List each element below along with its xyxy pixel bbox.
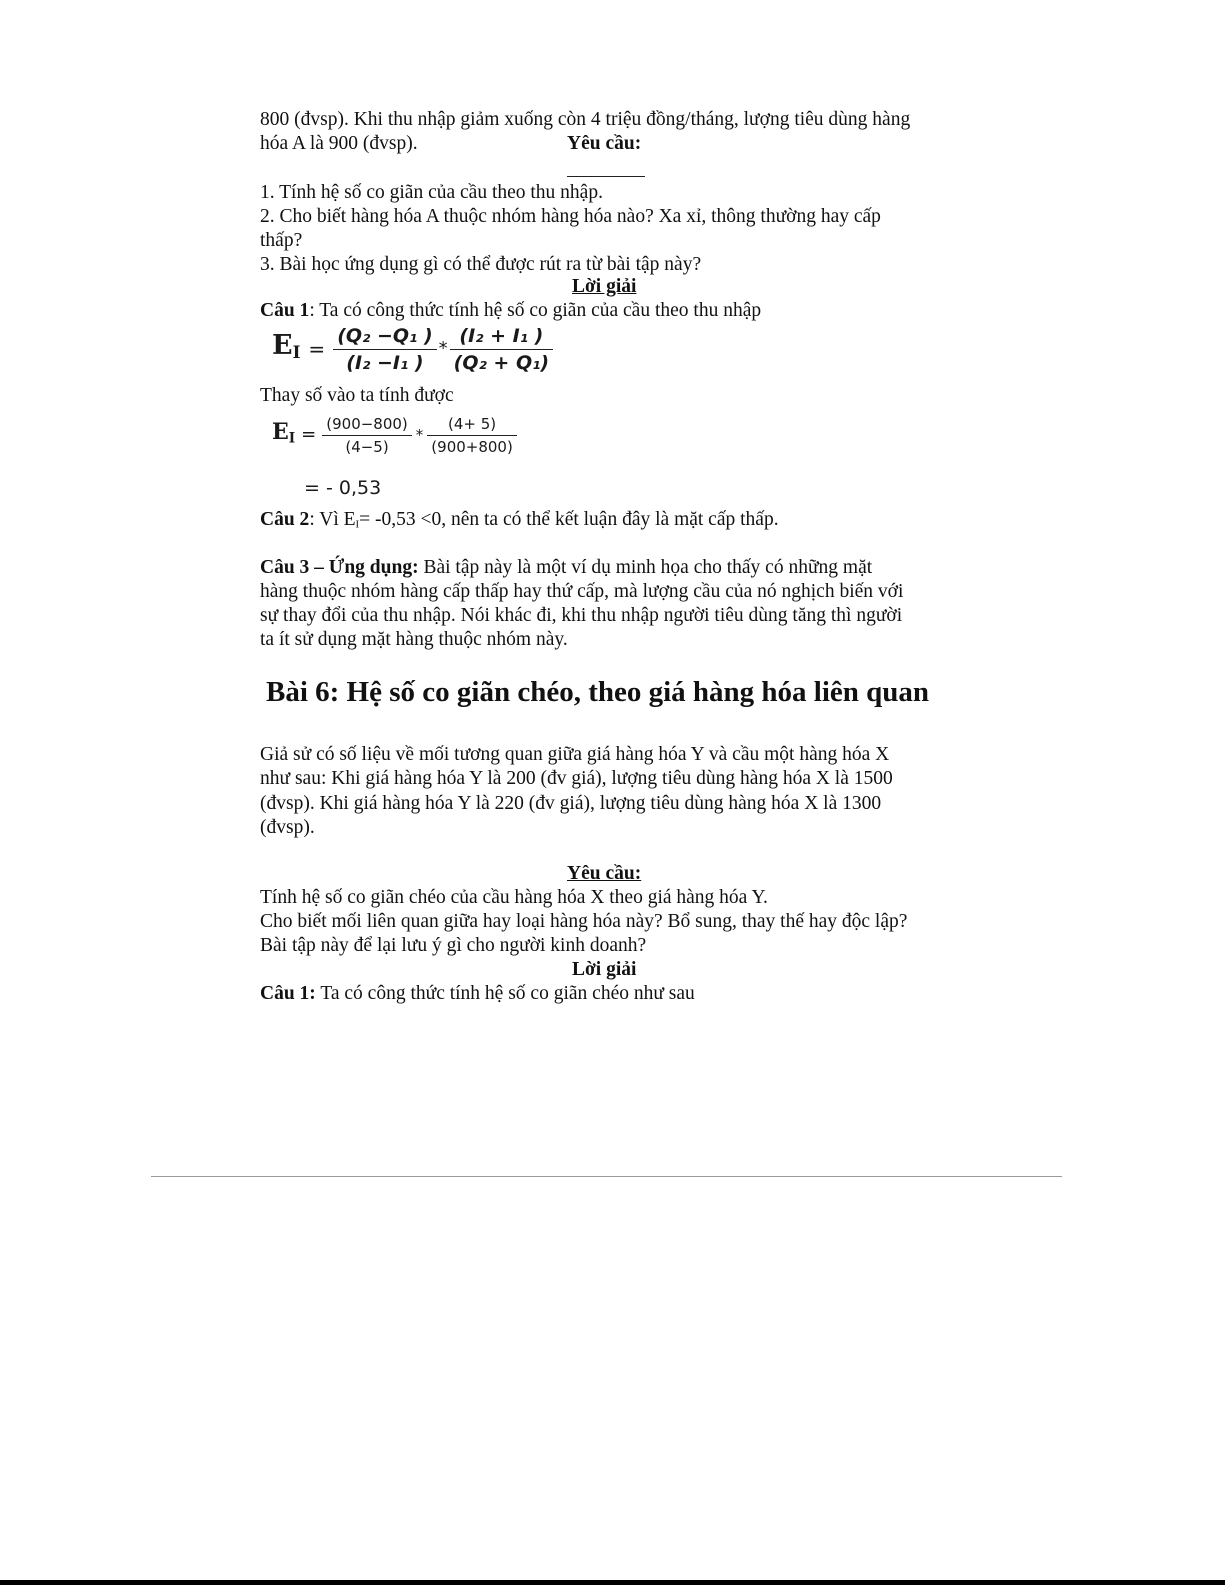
intro-line-1: 800 (đvsp). Khi thu nhập giảm xuống còn 4 triệu đồng/tháng, lượng tiêu dùng hàng — [260, 109, 911, 130]
bai6-solution-title: Lời giải — [572, 959, 637, 980]
bai6-cau1-label: Câu 1: — [260, 983, 316, 1004]
cau1-text: : Ta có công thức tính hệ số co giãn của cầu theo thu nhập — [309, 300, 762, 321]
cau2-sub: I — [355, 518, 360, 531]
question-2: 2. Cho biết hàng hóa A thuộc nhóm hàng hóa nào? Xa xỉ, thông thường hay cấp — [260, 206, 881, 227]
bai6-cau1-line — [260, 982, 960, 1006]
income-elasticity-formula — [272, 320, 553, 378]
formula-lhs: $E_I$ — [272, 329, 301, 363]
formula-num-1: (Q₂ −Q₁ ) — [333, 323, 436, 350]
calc-fraction-1 — [322, 413, 412, 458]
solution-title: Lời giải — [572, 276, 637, 297]
bai6-cau1-text: Ta có công thức tính hệ số co giãn chéo như sau — [315, 983, 695, 1004]
bai6-para-1: Giả sử có số liệu về mối tương quan giữa giá hàng hóa Y và cầu một hàng hóa X — [260, 744, 890, 765]
cau3-label: Câu 3 – Ứng dụng: — [260, 557, 419, 578]
substitute-text: Thay số vào ta tính được — [260, 385, 454, 406]
cau3-line-3: sự thay đổi của thu nhập. Nói khác đi, khi thu nhập người tiêu dùng tăng thì người — [260, 605, 903, 626]
formula-den-2: (Q₂ + Q₁) — [453, 351, 550, 374]
cau3-text-1: Bài tập này là một ví dụ minh họa cho thấy có những mặt — [418, 557, 873, 578]
page-separator — [151, 1176, 1062, 1177]
calc-result: = - 0,53 — [304, 477, 382, 499]
cau3-line-2: hàng thuộc nhóm hàng cấp thấp hay thứ cấp, mà lượng cầu của nó nghịch biến với — [260, 581, 904, 602]
calc-fraction-2 — [427, 413, 517, 458]
calc-den-1: (4−5) — [345, 437, 389, 456]
calc-lhs: $E_I$ — [272, 418, 296, 447]
bai6-requirement-title: Yêu cầu: — [567, 863, 642, 884]
cau3-line-4: ta ít sử dụng mặt hàng thuộc nhóm này. — [260, 629, 568, 650]
formula-num-2: (I₂ + I₁ ) — [450, 323, 553, 350]
bai6-requirement-2: Cho biết mối liên quan giữa hay loại hàng hóa này? Bổ sung, thay thế hay độc lập? — [260, 911, 908, 932]
section-heading: Bài 6: Hệ số co giãn chéo, theo giá hàng hóa liên quan — [266, 676, 930, 708]
cau2-text-b: = -0,53 <0, nên ta có thể kết luận đây là mặt cấp thấp. — [359, 509, 779, 530]
question-3: 3. Bài học ứng dụng gì có thể được rút ra từ bài tập này? — [260, 254, 702, 275]
cau3-line-1 — [260, 556, 960, 580]
bai6-requirement-3: Bài tập này để lại lưu ý gì cho người kinh doanh? — [260, 935, 647, 956]
formula-den-1: (I₂ −I₁ ) — [346, 351, 424, 374]
cau2-label: Câu 2 — [260, 509, 310, 530]
question-2-cont: thấp? — [260, 230, 303, 251]
calc-formula — [272, 410, 517, 460]
calc-eq: = — [301, 424, 317, 445]
calc-den-2: (900+800) — [431, 437, 513, 456]
calc-num-2: (4+ 5) — [427, 413, 517, 436]
bai6-para-3: (đvsp). Khi giá hàng hóa Y là 220 (đv giá), lượng tiêu dùng hàng hóa X là 1300 — [260, 793, 882, 814]
formula-op: * — [438, 338, 448, 359]
cau2-line — [260, 508, 960, 537]
divider-short — [567, 176, 645, 177]
calc-num-1: (900−800) — [322, 413, 412, 436]
requirement-title: Yêu cầu: — [567, 133, 642, 154]
formula-fraction-2 — [450, 323, 553, 376]
cau2-text-a: : Vì E — [309, 509, 356, 530]
intro-line-2-text: hóa A là 900 (đvsp). — [260, 133, 418, 154]
formula-fraction-1 — [333, 323, 436, 376]
bai6-para-4: (đvsp). — [260, 817, 315, 838]
calc-op: * — [415, 426, 424, 444]
question-1: 1. Tính hệ số co giãn của cầu theo thu nhập. — [260, 182, 603, 203]
bai6-para-2: như sau: Khi giá hàng hóa Y là 200 (đv giá), lượng tiêu dùng hàng hóa X là 1500 — [260, 768, 893, 789]
bai6-requirement-1: Tính hệ số co giãn chéo của cầu hàng hóa X theo giá hàng hóa Y. — [260, 887, 768, 908]
bottom-edge — [0, 1580, 1225, 1585]
formula-eq: = — [308, 337, 326, 361]
cau1-label: Câu 1 — [260, 300, 310, 321]
